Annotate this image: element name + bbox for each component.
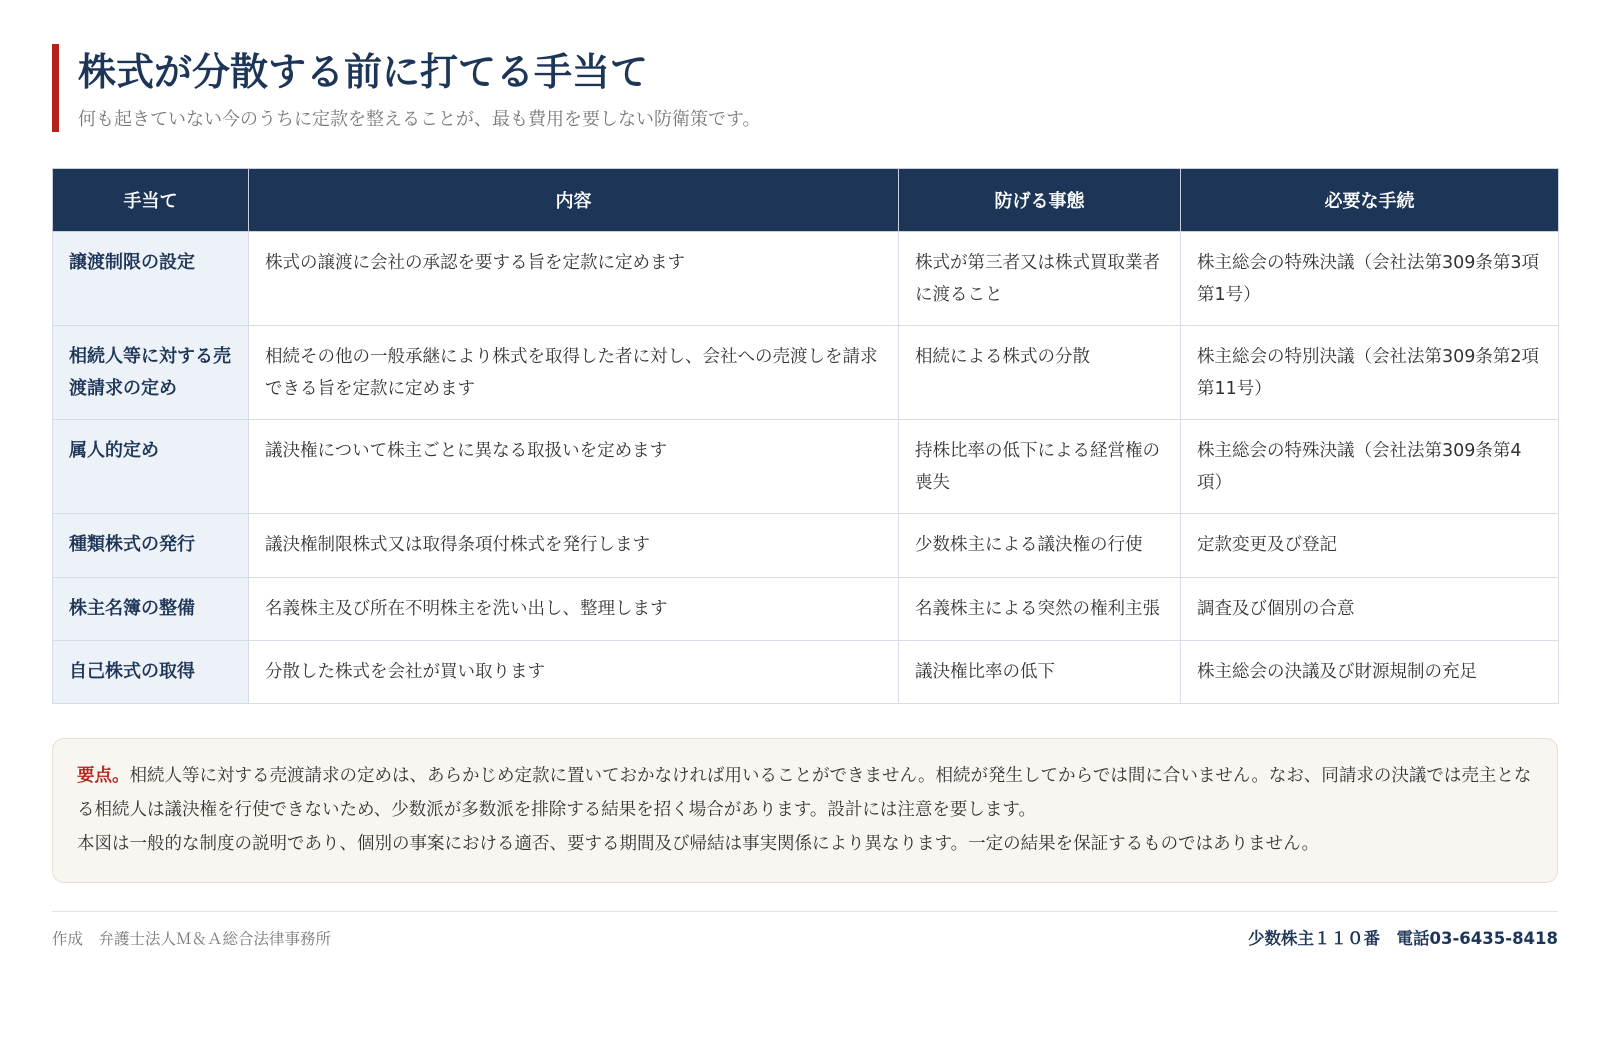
measure-cell: 相続人等に対する売渡請求の定め [53, 326, 249, 420]
key-point-paragraph [77, 759, 1533, 827]
column-header-content: 内容 [249, 169, 899, 232]
key-point-label: 要点。 [77, 766, 130, 786]
measure-cell: 属人的定め [53, 420, 249, 514]
content-cell: 相続その他の一般承継により株式を取得した者に対し、会社への売渡しを請求できる旨を定款に定めます [249, 326, 899, 420]
table-row [53, 420, 1559, 514]
procedure-cell: 株主総会の特殊決議（会社法第309条第4項） [1181, 420, 1559, 514]
content-cell: 株式の譲渡に会社の承認を要する旨を定款に定めます [249, 232, 899, 326]
footer-divider [52, 911, 1558, 912]
footer-author: 作成 弁護士法人Ｍ＆Ａ総合法律事務所 [52, 930, 332, 948]
disclaimer-text: 本図は一般的な制度の説明であり、個別の事案における適否、要する期間及び帰結は事実関係により異なります。一定の結果を保証するものではありません。 [77, 834, 1320, 854]
table-row [53, 326, 1559, 420]
prevents-cell: 持株比率の低下による経営権の喪失 [899, 420, 1181, 514]
measure-cell: 株主名簿の整備 [53, 578, 249, 641]
table-header [53, 169, 1559, 232]
prevents-cell: 株式が第三者又は株式買取業者に渡ること [899, 232, 1181, 326]
key-point-text: 相続人等に対する売渡請求の定めは、あらかじめ定款に置いておかなければ用いることができません。相続が発生してからでは間に合いません。なお、同請求の決議では売主となる相続人は議決権を行使できないため、少数派が多数派を排除する結果を招く場合があります。設計には注意を要します。 [77, 766, 1532, 820]
prevents-cell: 議決権比率の低下 [899, 641, 1181, 704]
procedure-cell: 株主総会の特別決議（会社法第309条第2項第11号） [1181, 326, 1559, 420]
procedure-cell: 定款変更及び登記 [1181, 514, 1559, 578]
procedure-cell: 株主総会の決議及び財源規制の充足 [1181, 641, 1559, 704]
table-row [53, 641, 1559, 704]
accent-bar [52, 44, 59, 132]
measure-cell: 種類株式の発行 [53, 514, 249, 578]
column-header-procedure: 必要な手続 [1181, 169, 1559, 232]
measure-cell: 自己株式の取得 [53, 641, 249, 704]
prevents-cell: 名義株主による突然の権利主張 [899, 578, 1181, 641]
procedure-cell: 調査及び個別の合意 [1181, 578, 1559, 641]
footer-contact: 少数株主１１０番 電話03-6435-8418 [1247, 929, 1558, 948]
measures-table [52, 168, 1559, 704]
column-header-measure: 手当て [53, 169, 249, 232]
prevents-cell: 少数株主による議決権の行使 [899, 514, 1181, 578]
column-header-prevents: 防げる事態 [899, 169, 1181, 232]
page-subtitle: 何も起きていない今のうちに定款を整えることが、最も費用を要しない防衛策です。 [78, 109, 761, 130]
page-title: 株式が分散する前に打てる手当て [78, 50, 649, 94]
key-point-box [52, 738, 1558, 883]
content-cell: 議決権について株主ごとに異なる取扱いを定めます [249, 420, 899, 514]
table-row [53, 514, 1559, 578]
measure-cell: 譲渡制限の設定 [53, 232, 249, 326]
table-row [53, 232, 1559, 326]
header-row [53, 169, 1559, 232]
page-header [52, 44, 1548, 132]
table-row [53, 578, 1559, 641]
prevents-cell: 相続による株式の分散 [899, 326, 1181, 420]
content-cell: 分散した株式を会社が買い取ります [249, 641, 899, 704]
content-cell: 名義株主及び所在不明株主を洗い出し、整理します [249, 578, 899, 641]
content-cell: 議決権制限株式又は取得条項付株式を発行します [249, 514, 899, 578]
procedure-cell: 株主総会の特殊決議（会社法第309条第3項第1号） [1181, 232, 1559, 326]
table-body [53, 232, 1559, 704]
